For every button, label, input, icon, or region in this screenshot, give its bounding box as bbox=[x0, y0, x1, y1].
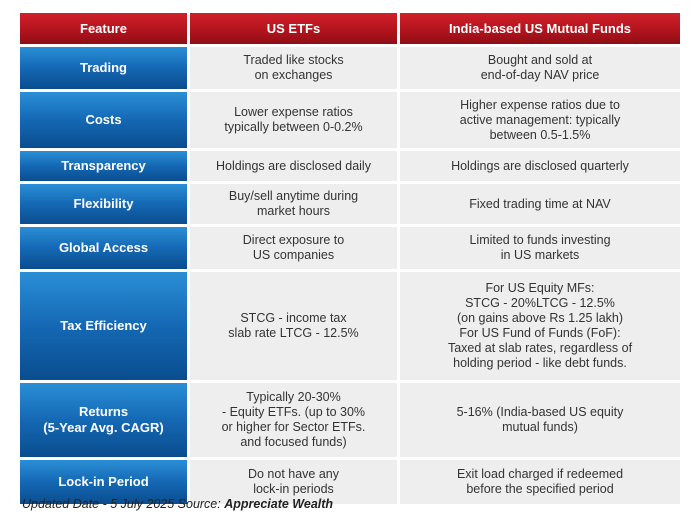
header-feature: Feature bbox=[20, 13, 187, 44]
feature-lock-in-period: Lock-in Period bbox=[20, 460, 187, 504]
source-name: Appreciate Wealth bbox=[224, 497, 334, 511]
feature-transparency: Transparency bbox=[20, 151, 187, 181]
header-us-etfs: US ETFs bbox=[190, 13, 397, 44]
feature-costs: Costs bbox=[20, 92, 187, 148]
cell-global-access-us-etfs: Direct exposure to US companies bbox=[190, 227, 397, 269]
feature-trading: Trading bbox=[20, 47, 187, 89]
cell-global-access-india-mf: Limited to funds investing in US markets bbox=[400, 227, 680, 269]
cell-flexibility-india-mf: Fixed trading time at NAV bbox=[400, 184, 680, 224]
feature-global-access: Global Access bbox=[20, 227, 187, 269]
cell-transparency-us-etfs: Holdings are disclosed daily bbox=[190, 151, 397, 181]
cell-tax-efficiency-india-mf: For US Equity MFs: STCG - 20%LTCG - 12.5% (on gains above Rs 1.25 lakh) For US Fund of Funds (FoF): Taxed at slab rates, regardless of holding period - like debt funds. bbox=[400, 272, 680, 380]
header-india-mf: India-based US Mutual Funds bbox=[400, 13, 680, 44]
cell-lock-in-us-etfs: Do not have any lock-in periods bbox=[190, 460, 397, 504]
cell-returns-india-mf: 5-16% (India-based US equity mutual funds) bbox=[400, 383, 680, 457]
feature-flexibility: Flexibility bbox=[20, 184, 187, 224]
cell-trading-india-mf: Bought and sold at end-of-day NAV price bbox=[400, 47, 680, 89]
cell-transparency-india-mf: Holdings are disclosed quarterly bbox=[400, 151, 680, 181]
cell-costs-india-mf: Higher expense ratios due to active management: typically between 0.5-1.5% bbox=[400, 92, 680, 148]
feature-tax-efficiency: Tax Efficiency bbox=[20, 272, 187, 380]
cell-tax-efficiency-us-etfs: STCG - income tax slab rate LTCG - 12.5% bbox=[190, 272, 397, 380]
feature-returns: Returns (5-Year Avg. CAGR) bbox=[20, 383, 187, 457]
updated-date-text: Updated Date - 5 July 2025 Source: bbox=[22, 497, 225, 511]
cell-lock-in-india-mf: Exit load charged if redeemed before the specified period bbox=[400, 460, 680, 504]
cell-costs-us-etfs: Lower expense ratios typically between 0-0.2% bbox=[190, 92, 397, 148]
cell-trading-us-etfs: Traded like stocks on exchanges bbox=[190, 47, 397, 89]
footer-note bbox=[22, 497, 333, 511]
comparison-table bbox=[20, 13, 680, 504]
cell-returns-us-etfs: Typically 20-30% - Equity ETFs. (up to 30% or higher for Sector ETFs. and focused funds) bbox=[190, 383, 397, 457]
cell-flexibility-us-etfs: Buy/sell anytime during market hours bbox=[190, 184, 397, 224]
